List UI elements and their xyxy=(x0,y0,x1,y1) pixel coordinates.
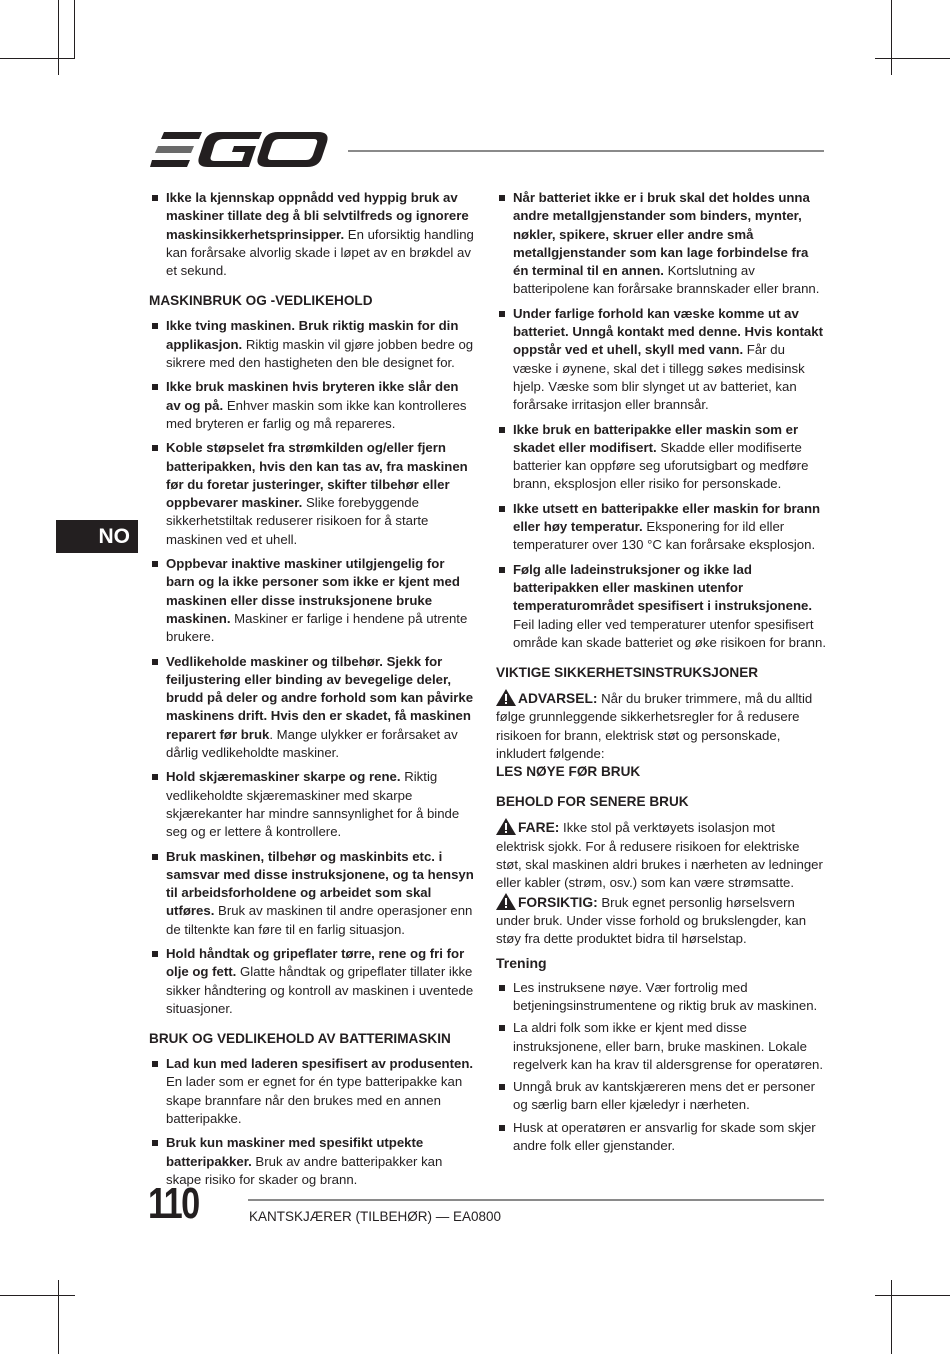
ego-logo xyxy=(150,130,330,170)
bullet-square-icon xyxy=(152,384,158,390)
bullet-square-icon xyxy=(499,985,505,991)
crop-mark xyxy=(875,1295,950,1296)
list-item: Unngå bruk av kantskjæreren mens det er personer og særlig barn eller kjæledyr i nærheten. xyxy=(496,1078,826,1115)
bullet-square-icon xyxy=(499,1084,505,1090)
bullet-square-icon xyxy=(499,427,505,433)
bullet-square-icon xyxy=(152,854,158,860)
language-tab: NO xyxy=(56,520,138,553)
page-number: 110 xyxy=(148,1179,199,1228)
caution-notice: FORSIKTIG: Bruk egnet personlig hørselsvern under bruk. Under visse forhold og brukslengder, kan støy fra dette produktet bidra til hørselstap. xyxy=(496,894,807,947)
training-heading: Trening xyxy=(496,955,547,972)
list-item: Koble støpselet fra strømkilden og/eller fjern batteripakken, hvis den kan tas av, fra maskinen før du foretar justeringer, skifter tilbehør eller oppbevarer maskiner. Slike forebyggende sikkerhetstiltak reduserer risikoen for å starte maskinen ved et uhell. xyxy=(149,439,475,549)
warning-notice: ADVARSEL: Når du bruker trimmere, må du alltid følge grunnleggende sikkerhetsregler for å redusere risikoen for brann, elektrisk støt og personskade, inkludert følgende: xyxy=(496,691,813,762)
bullet-square-icon xyxy=(152,1140,158,1146)
bullet-square-icon xyxy=(152,951,158,957)
crop-mark xyxy=(58,1280,59,1354)
bullet-square-icon xyxy=(152,195,158,201)
list-item: Under farlige forhold kan væske komme ut av batteriet. Unngå kontakt med denne. Hvis kontakt oppstår ved et uhell, skyll med vann. Får du væske i øynene, skal det i tillegg søkes medisinsk hjelp. Væske som blir slynget ut av batteriet, kan forårsake irritasjon eller brannsår. xyxy=(496,305,826,415)
crop-mark xyxy=(0,1295,75,1296)
bullet-square-icon xyxy=(499,311,505,317)
list-item: Vedlikeholde maskiner og tilbehør. Sjekk for feiljustering eller binding av bevegelige deler, brudd på deler og andre forhold som kan påvirke maskinens drift. Hvis den er skadet, få maskinen reparert før bruk. Mange ulykker er forårsaket av dårlig vedlikeholdte maskiner. xyxy=(149,653,475,763)
header-rule xyxy=(348,150,824,152)
list-item: Les instruksene nøye. Vær fortrolig med betjeningsinstrumentene og riktig bruk av maskinen. xyxy=(496,979,826,1016)
crop-mark xyxy=(875,58,950,59)
warning-triangle-icon xyxy=(496,689,516,706)
list-item: Bruk kun maskiner med spesifikt utpekte batteripakker. Bruk av andre batteripakker kan skape risiko for skader og brann. xyxy=(149,1134,475,1189)
section-heading: VIKTIGE SIKKERHETSINSTRUKSJONER xyxy=(496,665,759,681)
crop-mark xyxy=(891,1280,892,1354)
bullet-square-icon xyxy=(499,1025,505,1031)
bullet-square-icon xyxy=(152,1061,158,1067)
list-item: Ikke bruk en batteripakke eller maskin som er skadet eller modifisert. Skadde eller modifiserte batterier kan oppføre seg uforutsigbart og medføre brann, eksplosjon eller risiko for personskade. xyxy=(496,421,826,494)
bullet-square-icon xyxy=(152,659,158,665)
list-item: Hold håndtak og gripeflater tørre, rene og fri for olje og fett. Glatte håndtak og gripeflater tillater ikke sikker håndtering og kontroll av maskinen i uventede situasjoner. xyxy=(149,945,475,1018)
crop-mark xyxy=(58,0,59,75)
list-item: Lad kun med laderen spesifisert av produsenten. En lader som er egnet for én type batteripakke kan skape brannfare når den brukes med en annen batteripakke. xyxy=(149,1055,475,1128)
warning-triangle-icon xyxy=(496,893,516,910)
section-heading: MASKINBRUK OG -VEDLIKEHOLD xyxy=(149,293,373,309)
list-item: Ikke la kjennskap oppnådd ved hyppig bruk av maskiner tillate deg å bli selvtilfreds og ignorere maskinsikkerhetsprinsipper. En uforsiktig handling kan forårsake alvorlig skade i løpet av en brøkdel av et sekund. xyxy=(149,189,475,280)
list-item: Husk at operatøren er ansvarlig for skade som skjer andre folk eller gjenstander. xyxy=(496,1119,826,1156)
list-item: Hold skjæremaskiner skarpe og rene. Riktig vedlikeholdte skjæremaskiner med skarpe skjærekanter har mindre sannsynlighet for å binde seg og er lettere å kontrollere. xyxy=(149,768,475,841)
list-item: Bruk maskinen, tilbehør og maskinbits etc. i samsvar med disse instruksjonene, og ta hensyn til arbeidsforholdene og arbeidet som skal utføres. Bruk av maskinen til andre operasjoner enn de tiltenkte kan føre til en farlig situasjon. xyxy=(149,848,475,939)
bullet-square-icon xyxy=(152,774,158,780)
bullet-square-icon xyxy=(499,1125,505,1131)
read-before-use-heading: LES NØYE FØR BRUK xyxy=(496,764,641,780)
right-column xyxy=(496,189,826,1159)
keep-for-later-heading: BEHOLD FOR SENERE BRUK xyxy=(496,794,689,810)
section-heading: BRUK OG VEDLIKEHOLD AV BATTERIMASKIN xyxy=(149,1031,451,1047)
list-item: Oppbevar inaktive maskiner utilgjengelig for barn og la ikke personer som ikke er kjent med maskinen eller disse instruksjonene bruke maskinen. Maskiner er farlige i hendene på utrente brukere. xyxy=(149,555,475,646)
bullet-square-icon xyxy=(152,323,158,329)
list-item: La aldri folk som ikke er kjent med disse instruksjonene, eller barn, bruke maskinen. Lokale regelverk kan ha krav til aldersgrense for operatøren. xyxy=(496,1019,826,1074)
bullet-square-icon xyxy=(499,506,505,512)
crop-mark xyxy=(0,58,75,59)
list-item: Følg alle ladeinstruksjoner og ikke lad batteripakken eller maskinen utenfor temperaturområdet spesifisert i instruksjonene. Feil lading eller ved temperaturer utenfor spesifisert område kan skade batteriet og øke risikoen for brann. xyxy=(496,561,826,652)
list-item: Ikke bruk maskinen hvis bryteren ikke slår den av og på. Enhver maskin som ikke kan kontrolleres med bryteren er farlig og må repareres. xyxy=(149,378,475,433)
list-item: Ikke tving maskinen. Bruk riktig maskin for din applikasjon. Riktig maskin vil gjøre jobben bedre og sikrere med den hastigheten den ble designet for. xyxy=(149,317,475,372)
list-item: Ikke utsett en batteripakke eller maskin for brann eller høy temperatur. Eksponering for ild eller temperaturer over 130 °C kan forårsake eksplosjon. xyxy=(496,500,826,555)
bullet-square-icon xyxy=(152,561,158,567)
bullet-square-icon xyxy=(152,445,158,451)
footer-title: KANTSKJÆRER (TILBEHØR) — EA0800 xyxy=(249,1209,502,1224)
danger-notice: FARE: Ikke stol på verktøyets isolasjon mot elektrisk sjokk. For å redusere risikoen for elektriske støt, skal maskinen aldri brukes i nærheten av ledninger eller kabler (strøm, osv.) som kan være strømsatte. xyxy=(496,820,823,891)
list-item: Når batteriet ikke er i bruk skal det holdes unna andre metallgjenstander som binders, mynter, nøkler, spikere, skruer eller andre små metallgjenstander som kan lage forbindelse fra én terminal til en annen. Kortslutning av batteripolene kan forårsake brannskader eller brann. xyxy=(496,189,826,299)
left-column xyxy=(149,189,475,1195)
crop-mark xyxy=(891,0,892,75)
bullet-square-icon xyxy=(499,195,505,201)
bullet-square-icon xyxy=(499,567,505,573)
warning-triangle-icon xyxy=(496,818,516,835)
crop-mark xyxy=(74,0,75,58)
footer-rule xyxy=(248,1199,824,1201)
